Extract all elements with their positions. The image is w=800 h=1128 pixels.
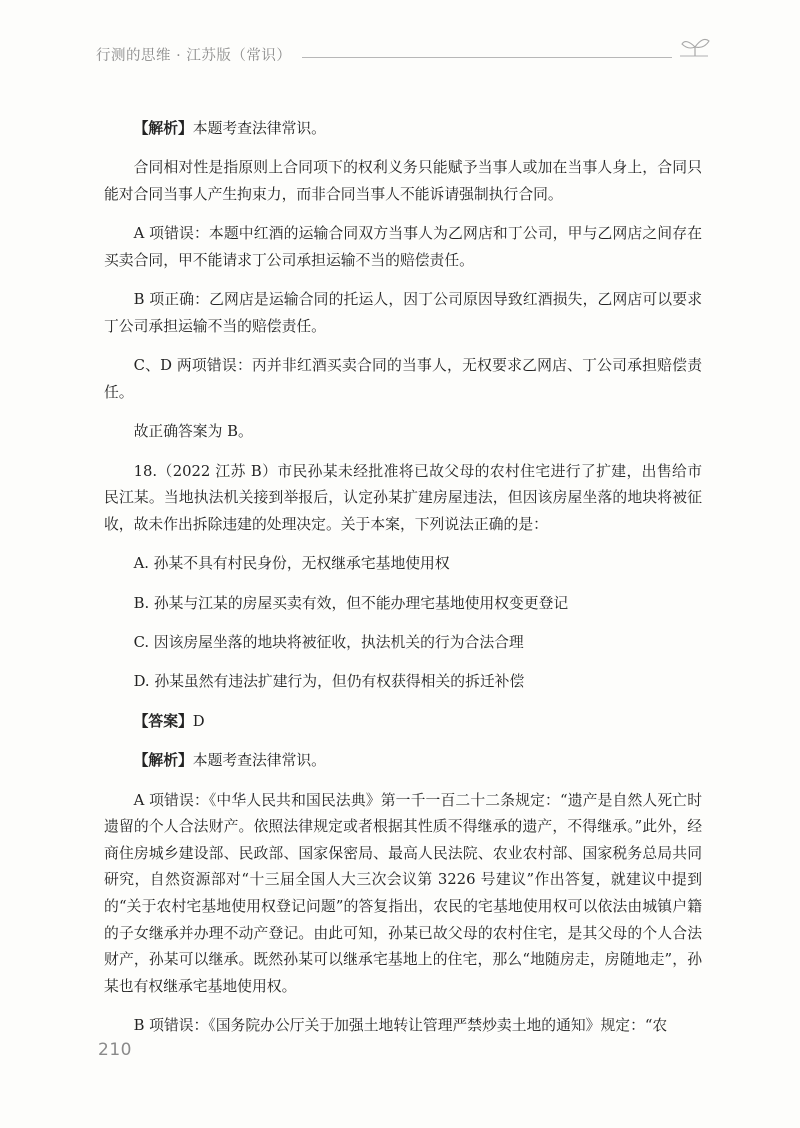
- paragraph-text: A 项错误：本题中红酒的运输合同双方当事人为乙网店和丁公司，甲与乙网店之间存在买卖合同，甲不能请求丁公司承担运输不当的赔偿责任。: [104, 225, 702, 269]
- paragraph-text: 合同相对性是指原则上合同项下的权利义务只能赋予当事人或加在当事人身上，合同只能对合同当事人产生拘束力，而非合同当事人不能诉请强制执行合同。: [104, 159, 702, 203]
- paragraph-text: 故正确答案为 B。: [133, 423, 253, 441]
- paragraph-text: C、D 两项错误：丙并非红酒买卖合同的当事人，无权要求乙网店、丁公司承担赔偿责任。: [104, 357, 702, 401]
- section-tag: 【解析】: [133, 752, 193, 770]
- paragraph: [104, 459, 702, 539]
- paragraph-text: 18.（2022 江苏 B）市民孙某未经批准将已故父母的农村住宅进行了扩建，出售给市民江某。当地执法机关接到举报后，认定孙某扩建房屋违法，但因该房屋坐落的地块将被征收，故未作出拆除违建的处理决定。关于本案，下列说法正确的是：: [104, 462, 702, 533]
- paragraph: [104, 221, 702, 274]
- page-number: 210: [98, 1040, 132, 1060]
- paragraph-text: A 项错误：《中华人民共和国民法典》第一千一百二十二条规定：“遗产是自然人死亡时遗留的个人合法财产。依照法律规定或者根据其性质不得继承的遗产，不得继承。”此外，经商住房城乡建设部、民政部、国家保密局、最高人民法院、农业农村部、国家税务总局共同研究，自然资源部对“十三届全国人大三次会议第 3226 号建议”作出答复，就建议中提到的“关于农村宅基地使用权登记问题”的答复指出，农民的宅基地使用权可以依法由城镇户籍的子女继承并办理不动产登记。由此可知，孙某已故父母的农村住宅，是其父母的个人合法财产，孙某可以继承。既然孙某可以继承宅基地上的住宅，那么“地随房走，房随地走”，孙某也有权继承宅基地使用权。: [104, 791, 702, 995]
- paragraph-text: 本题考查法律常识。: [192, 752, 326, 770]
- paragraph: [104, 748, 702, 775]
- page-body: [104, 116, 702, 1053]
- paragraph-text: B 项正确：乙网店是运输合同的托运人，因丁公司原因导致红酒损失，乙网店可以要求丁公司承担运输不当的赔偿责任。: [104, 291, 702, 335]
- paragraph: [104, 287, 702, 340]
- sprout-icon: [678, 36, 712, 66]
- paragraph-text: B. 孙某与江某的房屋买卖有效，但不能办理宅基地使用权变更登记: [133, 594, 569, 612]
- paragraph-text: A. 孙某不具有村民身份，无权继承宅基地使用权: [133, 555, 450, 573]
- header-rule: [302, 57, 672, 58]
- paragraph: [104, 788, 702, 1001]
- paragraph: [104, 419, 702, 446]
- paragraph: [104, 669, 702, 696]
- paragraph-text: B 项错误：《国务院办公厅关于加强土地转让管理严禁炒卖土地的通知》规定：“农: [133, 1017, 668, 1035]
- section-tag: 【解析】: [133, 120, 193, 137]
- paragraph: [104, 709, 702, 736]
- running-header: [96, 38, 712, 68]
- section-tag: 【答案】: [133, 712, 193, 730]
- paragraph: [104, 353, 702, 406]
- paragraph-text: 本题考查法律常识。: [192, 120, 326, 137]
- paragraph: [104, 1013, 702, 1040]
- paragraph: [104, 591, 702, 618]
- paragraph-text: D. 孙某虽然有违法扩建行为，但仍有权获得相关的拆迁补偿: [133, 673, 525, 691]
- paragraph: [104, 551, 702, 578]
- paragraph-text: C. 因该房屋坐落的地块将被征收，执法机关的行为合法合理: [133, 634, 524, 652]
- paragraph: [104, 630, 702, 657]
- paragraph-text: D: [192, 712, 205, 730]
- paragraph: [104, 155, 702, 208]
- running-header-title: 行测的思维 · 江苏版（常识）: [96, 48, 292, 64]
- paragraph: [104, 116, 702, 143]
